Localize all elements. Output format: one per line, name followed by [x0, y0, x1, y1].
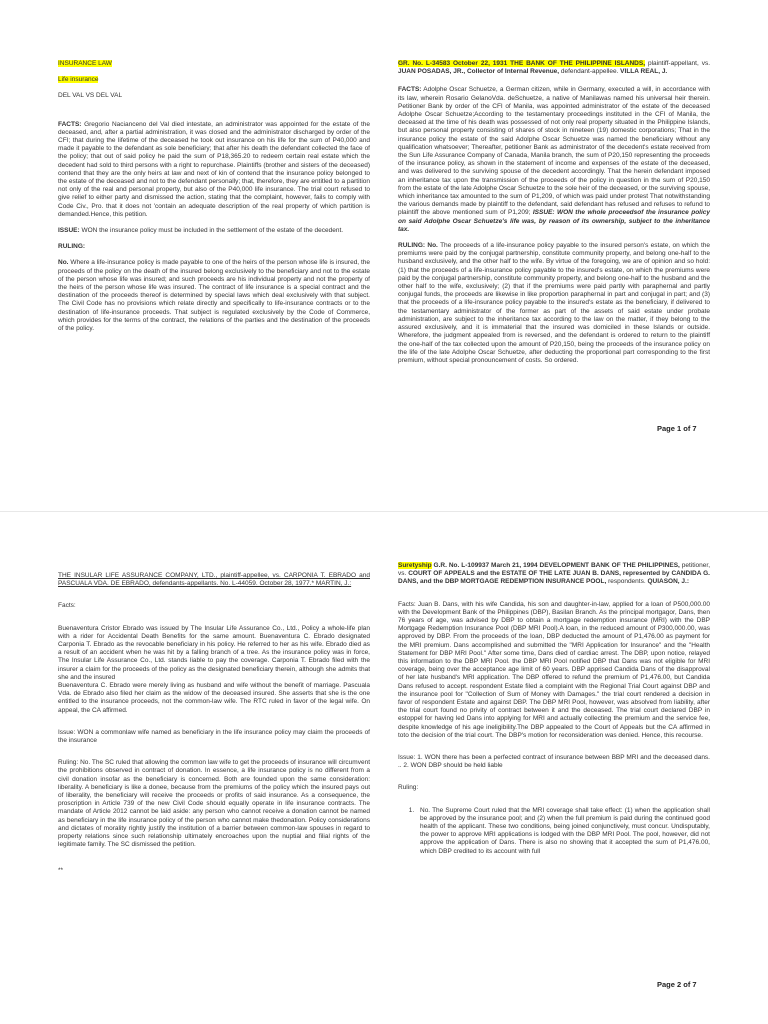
facts-text: Gregorio Nacianceno del Val died intestate, an administrator was appointed for the estate of the deceased, and, after a partial administration, it was closed and the administrator discharged by order of the CFI; that during the lifetime of the deceased he took out insurance on his life for the sum of P40,000 and made it payable to the defendant as sole beneficiary; that after his death the defendant collected the face of the policy; that out of said policy he paid the sum of P18,365.20 to redeem certain real estate which the decedent had sold to third persons with a right to repurchase. Plaintiffs (brother and sisters of the deceased) contend that they are the only heirs at law and next of kin of contend that the insurance policy belonged to the estate of the deceased and not to the defendant personally; that, therefore, they are entitled to a partition not only of the real and personal property, but also of the P40,000 life insurance. The trial court refused to give relief to either party and dismissed the action, stating that the complaint, however, fails to comply with Code Civ., Pro. that it does not 'contain an adequate description of the real property of which partition is demanded.Hence, this petition. [58, 120, 370, 218]
facts-text: Buenaventura Cristor Ebrado was issued by The Insular Life Assurance Co., Ltd., Policy a whole-life plan with a rider for Accidental Death Benefits for the same amount. Buenaventura C. Ebrado designated Carponia T. Ebrado as the revocable beneficiary in his policy. He referred to her as his wife. Ebrado died as a result of an accident when he was hit by a falling branch of a tree. As the insurance policy was in force, The Insular Life Assurance Co., Ltd. stands liable to pay the coverage. Carponia T. Ebrado filed with the insurer a claim for the proceeds of the policy as the designated beneficiary therein, although she admits that she and the insured [58, 624, 370, 681]
ruling-label: RULING: No. [398, 242, 438, 250]
ruling-text: Ruling: No. The SC ruled that allowing the common law wife to get the proceeds of insurance will circumvent the prohibitions observed in contract of donation. In essence, a life insurance policy is no different from a civil donation insofar as the beneficiary is concerned. Both are founded upon the same consideration: liberality. A beneficiary is like a donee, because from the premiums of the policy which the insured pays out of liberality, the beneficiary will receive the proceeds or profits of said insurance. As a consequence, the proscription in Article 739 of the new Civil Code should equally operate in life insurance contracts. The mandate of Article 2012 cannot be laid aside: any person who cannot receive a donation cannot be named as beneficiary in the life insurance policy of the person who cannot make thedonation. Policy considerations and dictates of morality rightly justify the institution of a barrier between common-law spouses in regard to property relations since such relationship ultimately encroaches upon the nuptial and filial rights of the legitimate family. The SC dismissed the petition. [58, 759, 370, 849]
ruling-label: Ruling: [398, 784, 419, 792]
ruling-lead: No. [58, 259, 69, 267]
issue-text: ISSUE: WON the whole proceedsof the insurance policy on said Adolphe Oscar Schuetze's life was, by reason of its ownership, subject to the inheritance tax. [398, 209, 710, 233]
page1-right-column [398, 60, 710, 373]
ruling-label: RULING: [58, 243, 86, 251]
issue-text: Issue: 1. WON there has been a perfected contract of insurance between BBP MRI and the deceased dans. .. 2. WON DBP should be held liable [398, 754, 710, 770]
page-number: Page 1 of 7 [657, 424, 697, 433]
facts-text: Facts: Juan B. Dans, with his wife Candida, his son and daughter-in-law, applied for a loan of P500,000.00 with the Development Bank of the Philippines (DBP), Basilan Branch. As the principal mortgagor, Dans, then 76 years of age, was advised by DBP to obtain a mortgage redemption insurance (MRI) with the DBP Mortgage Redemption Insurance Pool (DBP MRI Pool).A loan, in the reduced amount of P300,000.00, was approved by DBP. From the proceeds of the loan, DBP deducted the amount of P1,476.00 as payment for the MRI premium. Dans accomplished and submitted the "MRI Application for Insurance" and the "Health Statement for DBP MRI Pool." After some time, Dans died of cardiac arrest. The DBP, upon notice, relayed this information to the DBP MRI Pool. the DBP MRI Pool notified DBP that Dans was not eligible for MRI coverage, being over the acceptance age limit of 60 years. DBP apprised Candida Dans of the disapproval of her late husband's MRI application. The DBP offered to refund the premium of P1,476.00, but Candida Dans refused to accept. respondent Estate filed a complaint with the Regional Trial Court against DBP and the insurance pool for "Collection of Sum of Money with Damages." the trial court rendered a decision in favor of respondent Estate and against DBP. The DBP MRI Pool, however, was absolved from liability, after the trial court found no privity of contract between it and the deceased. The trial court declared DBP in estoppel for having led Dans into applying for MRI and actually collecting the premium and the service fee, despite knowledge of his age ineligibility.The DBP appealed to the Court of Appeals but the CA affirmed in toto the decision of the trial court. The DBP's motion for reconsideration was denied. Hence, this recourse. [398, 600, 710, 739]
list-item: 1. No. The Supreme Court ruled that the MRI coverage shall take effect: (1) when the application shall be approved by the insurance pool; and (2) when the full premium is paid during the continued good health of the applicant. These two conditions, being joined conjunctively, must concur. Undisputably, the power to approve MRI applications is lodged with the DBP MRI Pool. The pool, however, did not approve the application of Dans. There is also no showing that it accepted the sum of P1,476.00, which DBP credited to its account with full [416, 807, 710, 856]
topic-heading: INSURANCE LAW [58, 60, 112, 67]
ruling-text: Where a life-insurance policy is made payable to one of the heirs of the person whose life is insured, the proceeds of the policy on the death of the insured belong exclusively to the beneficiary and not to the estate of the person whose life was insured; and such proceeds are his individual property and not the property of the heirs of the person whose life was insured. The contract of life insurance is a special contract and the destination of the proceeds thereof is determined by special laws which deal exclusively with that subject. The Civil Code has no provisions which relate directly and specifically to life-insurance contracts or to the destination of life-insurance proceeds. That subject is regulated exclusively by the Code of Commerce, which provides for the terms of the contract, the relations of the parties and the destination of the proceeds of the policy. [58, 259, 370, 333]
page-number: Page 2 of 7 [657, 980, 697, 989]
document-page-2 [0, 512, 768, 1024]
subtopic-heading: Life insurance [58, 76, 99, 84]
case-citation: GR. No. L-34583 October 22, 1931 THE BANK OF THE PHILIPPINE ISLANDS, [398, 60, 646, 67]
case-heading: THE INSULAR LIFE ASSURANCE COMPANY, LTD., plaintiff-appellee, vs. CARPONIA T. EBRADO and PASCUALA VDA. DE EBRADO, defendants-appellants. No. L-44059. October 28, 1977.* MARTIN, J.: [58, 572, 370, 588]
defendant-name: JUAN POSADAS, JR., Collector of Internal Revenue, [398, 68, 560, 76]
case-title: DEL VAL VS DEL VAL [58, 92, 123, 100]
petitioner-role: petitioner, vs. [398, 562, 710, 578]
ruling-text: The proceeds of a life-insurance policy payable to the insured person's estate, on which the premiums were paid by the conjugal partnership, constitute community property, and belong one-half to the husband exclusively, and the other half to the wife. By virtue of the foregoing, we are of opinion and so hold: (1) that the proceeds of a life-insurance policy payable to the insured's estate, on which the premiums were paid by the conjugal partnership, constitute community property, and belong one-half to the husband and the other half to the wife, exclusively; (2) that if the premiums were paid partly with paraphernal and partly conjugal funds, the proceeds are likewise in like proportion paraphernal in part and conjugal in part; and (3) that the proceeds of a life-insurance policy payable to the insured's estate as the beneficiary, if delivered to the testamentary administrator of the former as part of the assets of said estate under probate administration, are subject to the inheritance tax according to the law on the matter, if they belong to the assured exclusively, and it is immaterial that the insured was domiciled in these Islands or outside. Wherefore, the judgment appealed from is reversed, and the defendant is ordered to return to the plaintiff the one-half of the tax collected upon the amount of P20,150, being the proceeds of the insurance policy on the life of the late Adolphe Oscar Schuetze, after deducting the proportional part corresponding to the first premium, without special pronouncement of costs. So ordered. [398, 242, 711, 364]
respondent-names: COURT OF APPEALS and the ESTATE OF THE LATE JUAN B. DANS, represented by CANDIDA G. DANS, and the DBP MORTGAGE REDEMPTION INSURANCE POOL, [398, 570, 710, 586]
issue-text: WON the insurance policy must be included in the settlement of the estate of the decedent. [79, 227, 344, 235]
facts-label: Facts: [58, 602, 76, 610]
issue-label: ISSUE: [58, 227, 80, 235]
page1-left-column [58, 60, 370, 341]
facts-text: Adolphe Oscar Schuetze, a German citizen, while in Germany, executed a will, in accordance with its law, wherein Rosario GelanoVda. deSchuetze, a native of Manilawas named his universal heir therein. Petitioner Bank by order of the CFI of Manila, was appointed administrator of the estate of the deceased Adolphe Oscar Schuetze;According to the testamentary proceedings instituted in the CFI of Manila, the deceased at the time of his death was possessed of not only real property situated in the Philippine Islands, but also personal property consisting of shares of stock in nineteen (19) domestic corporations; That in the insurance policy the estate of the said Adolphe Oscar Schuetze was named the beneficiary without any qualification whatsoever; Thereafter, petitioner Bank as administrator of the decedent's estate received from the Sun Life Assurance Company of Canada, Manila branch, the sum of P20,150 representing the proceeds of the insurance policy, as shown in the statement of income and expenses of the estate of the deceased, and was delivered to the surviving spouse of the decedent accordingly. That the herein defendant imposed an inheritance tax upon the transmission of the proceeds of the policy in question in the sum of P20,150 from the estate of the late Adolphe Oscar Schuetze to the sole heir of the deceased, or the surviving spouse, which inheritance tax amounted to the sum of P1,209, of which was paid under protest That notwithstanding the various demands made by plaintiff to the defendant, said defendant has refused and refuses to refund to plaintiff the above mentioned sum of P1,209; [398, 86, 710, 217]
case-citation: G.R. No. L-109937 March 21, 1994 DEVELOPMENT BANK OF THE PHILIPPINES, [431, 562, 680, 569]
topic-tag: Suretyship [398, 562, 432, 569]
section-marker: ** [58, 867, 64, 875]
ponente: QUIASON, J.: [647, 578, 690, 586]
issue-text: Issue: WON a commonlaw wife named as beneficiary in the life insurance policy may claim the proceeds of the insurance [58, 728, 370, 745]
respondent-role: respondents. [606, 578, 648, 586]
parties-text: plaintiff-appellant, vs. [645, 60, 711, 67]
facts-text-continued: Buenaventura C. Ebrado were merely living as husband and wife without the benefit of marriage. Pascuala Vda. de Ebrado also filed her claim as the widow of the deceased insured. She asserts that she is the one entitled to the insurance proceeds, not the common-law wife. The RTC ruled in favor of the legal wife. On appeal, the CA affirmed. [58, 682, 370, 714]
page2-left-column [58, 572, 370, 884]
page2-right-column [398, 562, 710, 856]
defendant-role: defendant-appellee. [559, 68, 621, 76]
ruling-list [398, 807, 710, 856]
facts-label: FACTS: [398, 86, 422, 94]
ponente: VILLA REAL, J. [620, 68, 668, 76]
facts-label: FACTS: [58, 120, 82, 128]
